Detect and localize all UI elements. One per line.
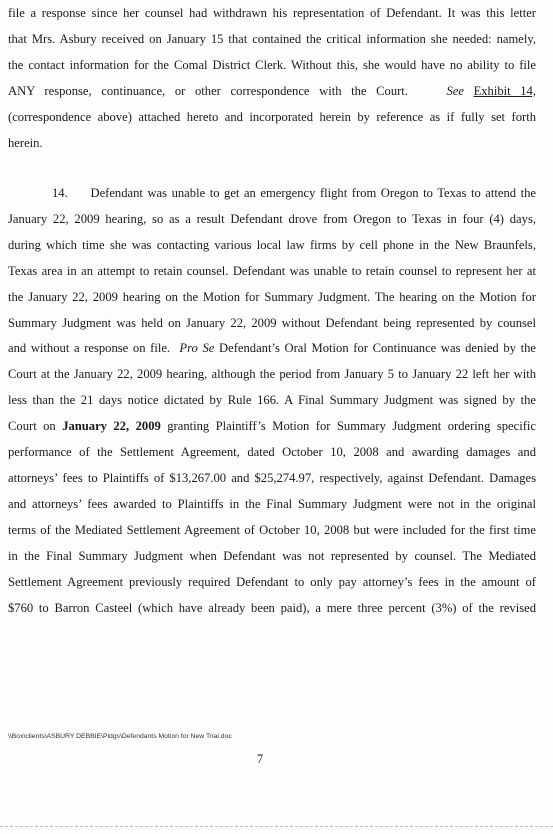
text-segment: Defendant’s Oral Motion for Continuance was denied by the [219,341,536,356]
text-line: Court at the January 22, 2009 hearing, although the period from January 5 to January 22 left her with [8,367,536,382]
text-segment: granting Plaintiff’s Motion for Summary Judgment ordering specific [167,419,536,434]
exhibit-reference: Exhibit 14, [473,83,537,98]
text-line: (correspondence above) attached hereto and incorporated herein by reference as if fully set forth [8,109,536,124]
text-line: less than the 21 days notice dictated by Rule 166. A Final Summary Judgment was signed by the [8,393,536,408]
text-line: terms of the Mediated Settlement Agreement of October 10, 2008 but were included for the first time [8,522,536,537]
page-number: 7 [256,752,264,766]
text-line: and attorneys’ fees awarded to Plaintiffs in the Final Summary Judgment were not in the original [8,496,536,511]
text-segment: Defendant was unable to get an emergency flight from Oregon to Texas to attend the [90,186,536,200]
text-line: file a response since her counsel had withdrawn his representation of Defendant. It was this letter [8,6,536,20]
paragraph-13-continued [8,1,536,156]
text-line [8,414,536,440]
text-segment: Court on [8,419,56,434]
text-line: during which time she was contacting various local law firms by cell phone in the New Braunfels, [8,237,536,252]
text-segment: and without a response on file. [8,341,171,356]
text-line: attorneys’ fees to Plaintiffs of $13,267.00 and $25,274.97, respectively, against Defendant. Damages [8,470,536,485]
text-line: the contact information for the Comal District Clerk. Without this, she would have no ability to file [8,57,536,72]
text-line: January 22, 2009 hearing, so as a result Defendant drove from Oregon to Texas in four (4) days, [8,211,536,226]
text-line: the January 22, 2009 hearing on the Motion for Summary Judgment. The hearing on the Motion for [8,289,536,304]
text-line: herein. [8,135,43,150]
text-line [8,181,536,207]
text-line [8,336,536,362]
text-line: performance of the Settlement Agreement, dated October 10, 2008 and awarding damages and [8,445,536,460]
footer-file-path: \\Box\clients\ASBURY DEBBIE\Pldgs\Defendants Motion for New Trial.doc [8,733,232,740]
text-line [8,79,536,105]
paragraph-number: 14. [52,186,68,200]
bottom-rule [0,826,553,827]
paragraph-14 [8,181,536,621]
text-line: Summary Judgment was held on January 22, 2009 without Defendant being represented by counsel [8,315,536,330]
signing-date: January 22, 2009 [62,419,161,434]
pro-se-term: Pro Se [179,341,215,356]
text-line: that Mrs. Asbury received on January 15 that contained the critical information she needed: namely, [8,31,536,46]
text-line: $760 to Barron Casteel (which have already been paid), a mere three percent (3%) of the revised [8,600,536,615]
see-signal: See [446,83,464,98]
text-line: Settlement Agreement previously required Defendant to only pay attorney’s fees in the amount of [8,574,536,589]
text-line: Texas area in an attempt to retain counsel. Defendant was unable to retain counsel to represent her at [8,263,536,278]
text-segment: ANY response, continuance, or other correspondence with the Court. [8,83,408,98]
text-line: in the Final Summary Judgment when Defendant was not represented by counsel. The Mediated [8,548,536,563]
